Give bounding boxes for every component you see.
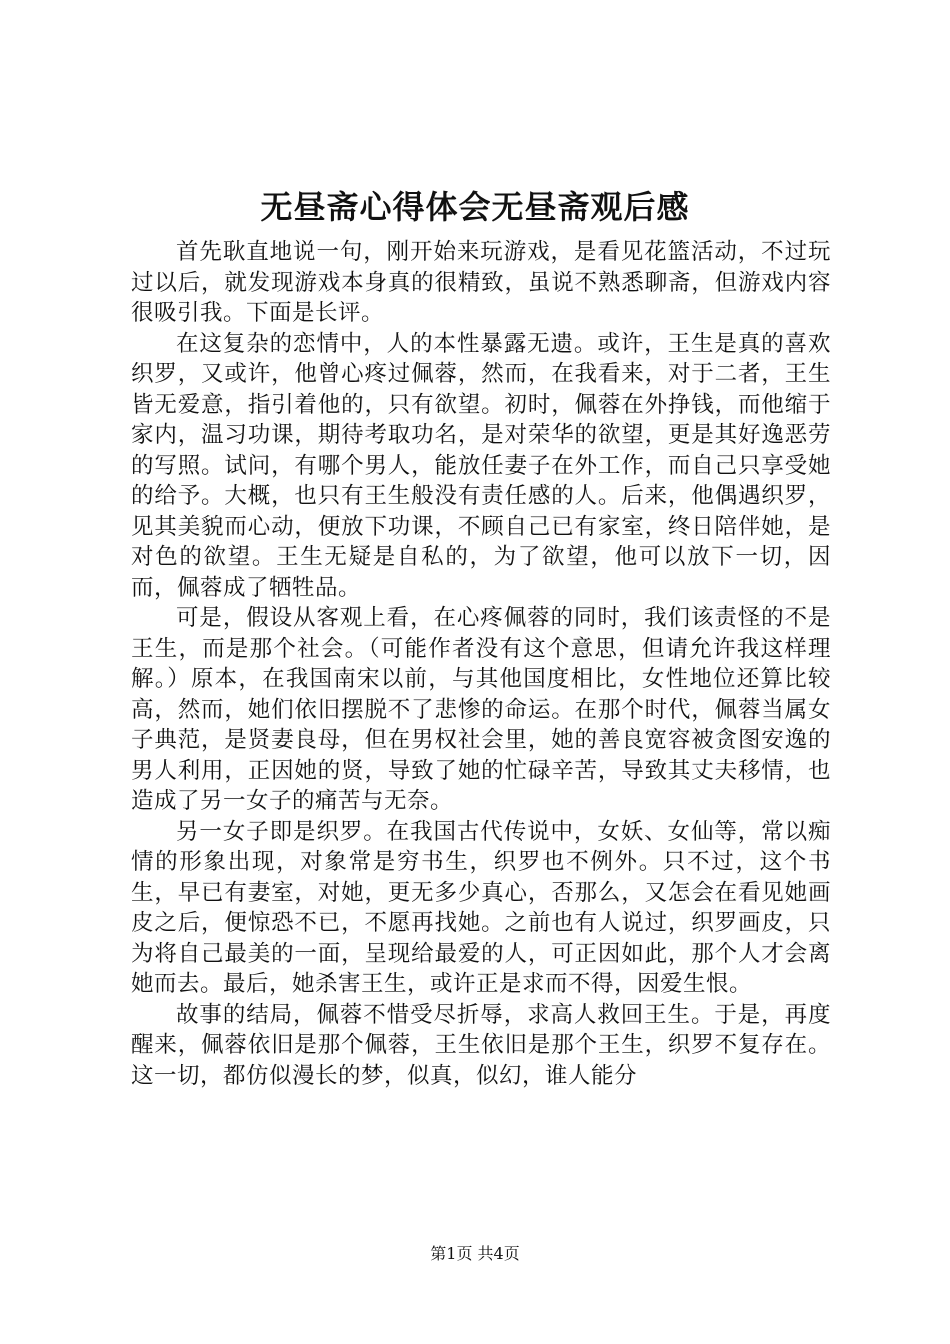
paragraph: 可是，假设从客观上看，在心疼佩蓉的同时，我们该责怪的不是王生，而是那个社会。（可能作者没有这个意思，但请允许我这样理解。）原本，在我国南宋以前，与其他国度相比，女性地位还算比较高，然而，她们依旧摆脱不了悲惨的命运。在那个时代，佩蓉当属女子典范，是贤妻良母，但在男权社会里，她的善良宽容被贪图安逸的男人利用，正因她的贤，导致了她的忙碌辛苦，导致其丈夫移情，也造成了另一女子的痛苦与无奈。 xyxy=(131,605,831,814)
paragraph: 故事的结局，佩蓉不惜受尽折辱，求高人救回王生。于是，再度醒来，佩蓉依旧是那个佩蓉，王生依旧是那个王生，织罗不复存在。这一切，都仿似漫长的梦，似真，似幻，谁人能分 xyxy=(131,1001,831,1089)
document-title: 无昼斋心得体会无昼斋观后感 xyxy=(260,188,690,226)
document-body xyxy=(131,237,831,1091)
paragraph: 另一女子即是织罗。在我国古代传说中，女妖、女仙等，常以痴情的形象出现，对象常是穷书生，织罗也不例外。只不过，这个书生，早已有妻室，对她，更无多少真心，否那么，又怎会在看见她画皮之后，便惊恐不已，不愿再找她。之前也有人说过，织罗画皮，只为将自己最美的一面，呈现给最爱的人，可正因如此，那个人才会离她而去。最后，她杀害王生，或许正是求而不得，因爱生恨。 xyxy=(131,818,831,997)
paragraph: 在这复杂的恋情中，人的本性暴露无遗。或许，王生是真的喜欢织罗，又或许，他曾心疼过佩蓉，然而，在我看来，对于二者，王生皆无爱意，指引着他的，只有欲望。初时，佩蓉在外挣钱，而他缩于家内，温习功课，期待考取功名，是对荣华的欲望，更是其好逸恶劳的写照。试问，有哪个男人，能放任妻子在外工作，而自己只享受她的给予。大概，也只有王生般没有责任感的人。后来，他偶遇织罗，见其美貌而心动，便放下功课，不顾自己已有家室，终日陪伴她，是对色的欲望。王生无疑是自私的，为了欲望，他可以放下一切，因而，佩蓉成了牺牲品。 xyxy=(131,330,831,601)
paragraph: 首先耿直地说一句，刚开始来玩游戏，是看见花篮活动，不过玩过以后，就发现游戏本身真的很精致，虽说不熟悉聊斋，但游戏内容很吸引我。下面是长评。 xyxy=(131,239,831,326)
page-number-footer: 第1页 共4页 xyxy=(430,1244,520,1263)
